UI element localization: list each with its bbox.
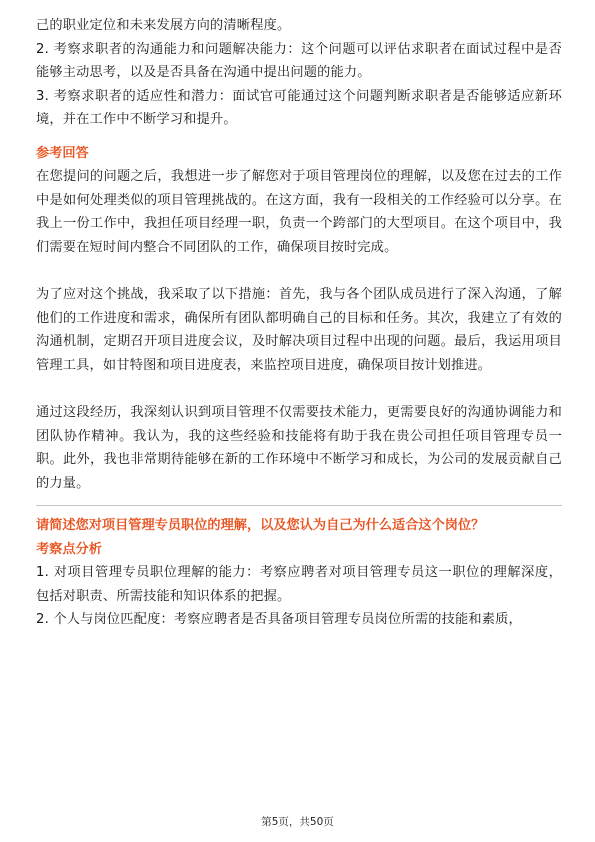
answer-paragraph: 为了应对这个挑战，我采取了以下措施：首先，我与各个团队成员进行了深入沟通，了解他们的工作进度和需求，确保所有团队都明确自己的目标和任务。其次，我建立了有效的沟通机制，定期召开项目进度会议，及时解决项目过程中出现的问题。最后，我运用项目管理工具，如甘特图和项目进度表，来监控项目进度，确保项目按计划推进。 (36, 287, 562, 373)
analysis-point: 1. 对项目管理专员职位理解的能力：考察应聘者对项目管理专员这一职位的理解深度，包括对职责、所需技能和知识体系的把握。 (36, 565, 562, 604)
page-number: 第5页，共50页 (261, 816, 334, 828)
intro-paragraph: 己的职业定位和未来发展方向的清晰程度。 (36, 18, 291, 33)
analysis-point: 2. 个人与岗位匹配度：考察应聘者是否具备项目管理专员岗位所需的技能和素质， (36, 612, 522, 627)
answer-paragraph: 在您提问的问题之后，我想进一步了解您对于项目管理岗位的理解，以及您在过去的工作中是如何处理类似的项目管理挑战的。在这方面，我有一段相关的工作经验可以分享。在我上一份工作中，我担任项目经理一职，负责一个跨部门的大型项目。在这个项目中，我们需要在短时间内整合不同团队的工作，确保项目按时完成。 (36, 169, 562, 255)
section-divider (36, 505, 562, 506)
page-content (36, 14, 562, 632)
intro-paragraph: 2. 考察求职者的沟通能力和问题解决能力：这个问题可以评估求职者在面试过程中是否能够主动思考，以及是否具备在沟通中提出问题的能力。 (36, 41, 562, 80)
question-title: 请简述您对项目管理专员职位的理解，以及您认为自己为什么适合这个岗位？ (36, 518, 485, 533)
analysis-heading: 考察点分析 (36, 541, 102, 557)
intro-paragraph: 3. 考察求职者的适应性和潜力：面试官可能通过这个问题判断求职者是否能够适应新环境，并在工作中不断学习和提升。 (36, 88, 562, 127)
answer-paragraph: 通过这段经历，我深刻认识到项目管理不仅需要技术能力，更需要良好的沟通协调能力和团队协作精神。我认为，我的这些经验和技能将有助于我在贵公司担任项目管理专员一职。此外，我也非常期待能够在新的工作环境中不断学习和成长，为公司的发展贡献自己的力量。 (36, 405, 562, 491)
reference-answer-heading: 参考回答 (36, 145, 89, 161)
